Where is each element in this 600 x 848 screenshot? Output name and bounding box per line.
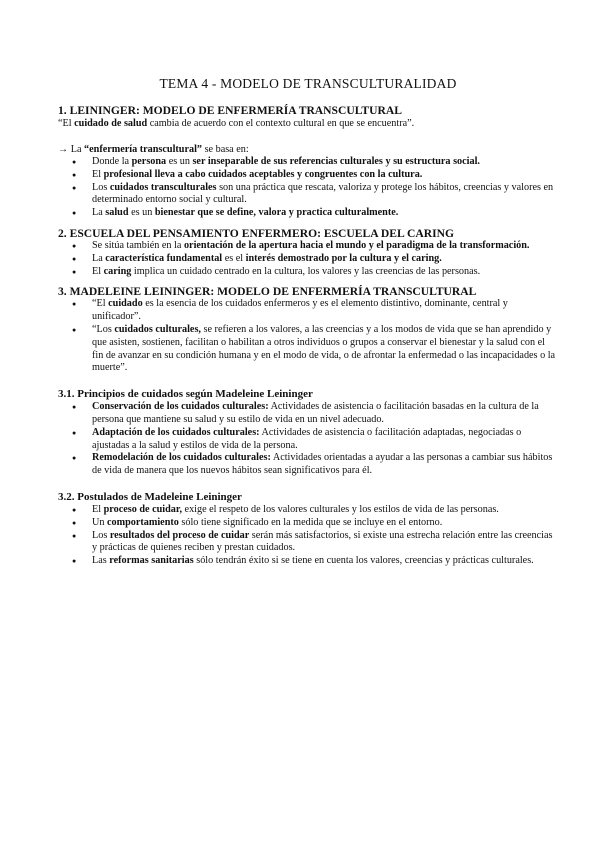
document-page [58, 76, 558, 568]
list-item: ● La salud es un bienestar que se define, valora y practica culturalmente. [92, 207, 558, 220]
intro-bold: “enfermería transcultural” [84, 144, 203, 155]
quote-bold: cuidado de salud [74, 118, 148, 129]
section-3 [58, 285, 558, 375]
section-3-1-list [58, 401, 558, 478]
list-item: ● Adaptación de los cuidados culturales: Actividades de asistencia o facilitación adaptadas, negociadas o ajustadas a la salud y estilos de vida de la persona. [92, 427, 558, 453]
section-1-quote [58, 117, 558, 130]
list-item: ● Un comportamiento sólo tiene significado en la medida que se incluye en el entorno. [92, 517, 558, 530]
section-2-heading: 2. ESCUELA DEL PENSAMIENTO ENFERMERO: ESCUELA DEL CARING [58, 226, 454, 240]
quote-text: cambia de acuerdo con el contexto cultural en que se encuentra”. [147, 118, 415, 129]
section-3-1 [58, 388, 558, 478]
list-item: ● “Los cuidados culturales, se refieren a los valores, a las creencias y a los modos de vida que se han aprendido y que asisten, sostienen, facilitan o habilitan a otros individuos o grupos a conservar el bienestar y la salud con el fin de avanzar en su condición humana y en el modo de vida, o de afrontar la enfermedad o las incapacidades o la muerte”. [92, 324, 558, 375]
section-1-heading: 1. LEININGER: MODELO DE ENFERMERÍA TRANSCULTURAL [58, 104, 403, 117]
section-2 [58, 227, 558, 278]
list-item: ● Los cuidados transculturales son una práctica que rescata, valoriza y protege los hábitos, creencias y valores en determinado entorno social y cultural. [92, 182, 558, 208]
list-item: ● Conservación de los cuidados culturales: Actividades de asistencia o facilitación basadas en la cultura de la persona que mantiene su salud y su estilo de vida en un nivel adecuado. [92, 401, 558, 427]
section-1 [58, 104, 558, 220]
section-3-list [58, 298, 558, 375]
section-3-heading: 3. MADELEINE LEININGER: MODELO DE ENFERMERÍA TRANSCULTURAL [58, 285, 477, 299]
section-2-list [58, 240, 558, 278]
list-item: ● Donde la persona es un ser inseparable de sus referencias culturales y su estructura social. [92, 156, 558, 169]
section-3-2-list [58, 504, 558, 568]
page-title: TEMA 4 - MODELO DE TRANSCULTURALIDAD [159, 76, 457, 91]
intro-text: se basa en: [202, 144, 249, 155]
list-item: ● Se sitúa también en la orientación de la apertura hacia el mundo y el paradigma de la transformación. [92, 240, 558, 253]
section-1-list [58, 156, 558, 220]
arrow-intro: → La [58, 144, 85, 155]
section-3-2-heading: 3.2. Postulados de Madeleine Leininger [58, 490, 242, 503]
section-1-intro [58, 143, 558, 156]
section-3-2 [58, 491, 558, 568]
list-item: ● El caring implica un cuidado centrado en la cultura, los valores y las creencias de las personas. [92, 266, 558, 279]
list-item: ● La característica fundamental es el interés demostrado por la cultura y el caring. [92, 253, 558, 266]
list-item: ● Remodelación de los cuidados culturales: Actividades orientadas a ayudar a las personas a cambiar sus hábitos de vida de manera que los nuevos hábitos sean significativos para él. [92, 452, 558, 478]
list-item: ● Las reformas sanitarias sólo tendrán éxito si se tiene en cuenta los valores, creencias y prácticas culturales. [92, 555, 558, 568]
list-item: ● El proceso de cuidar, exige el respeto de los valores culturales y los estilos de vida de las personas. [92, 504, 558, 517]
list-item: ● El profesional lleva a cabo cuidados aceptables y congruentes con la cultura. [92, 169, 558, 182]
quote-text: “El [58, 118, 75, 129]
section-3-1-heading: 3.1. Principios de cuidados según Madeleine Leininger [58, 388, 313, 401]
list-item: ● “El cuidado es la esencia de los cuidados enfermeros y es el elemento distintivo, dominante, central y unificador”. [92, 298, 558, 324]
list-item: ● Los resultados del proceso de cuidar serán más satisfactorios, si existe una estrecha relación entre las creencias y prácticas de quienes reciben y prestan cuidados. [92, 530, 558, 556]
